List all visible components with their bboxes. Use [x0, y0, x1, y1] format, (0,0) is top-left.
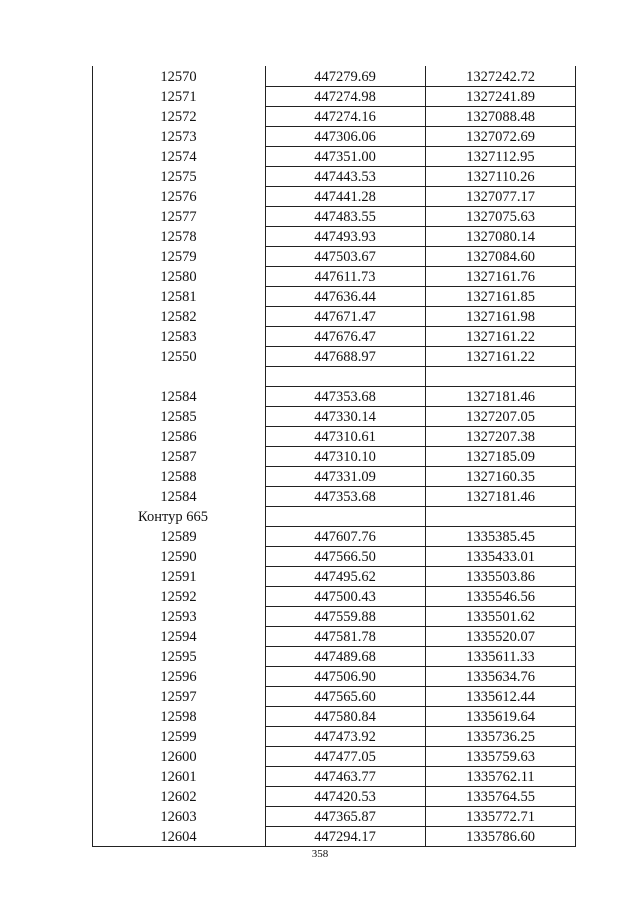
x-coordinate-cell: 447495.62: [314, 569, 376, 585]
y-coordinate-cell: 1335385.45: [466, 529, 535, 545]
point-number-cell: 12581: [160, 289, 197, 305]
y-coordinate-cell: 1327161.85: [466, 289, 535, 305]
table-row: [92, 746, 576, 766]
table-row: [92, 606, 576, 626]
point-number-cell: 12571: [160, 89, 197, 105]
table-row: [92, 386, 576, 406]
x-coordinate-cell: 447294.17: [314, 829, 376, 845]
y-coordinate-cell: 1327088.48: [466, 109, 535, 125]
x-coordinate-cell: 447306.06: [314, 129, 376, 145]
x-coordinate-cell: 447420.53: [314, 789, 376, 805]
y-coordinate-cell: 1327110.26: [466, 169, 535, 185]
y-coordinate-cell: 1327207.38: [466, 429, 535, 445]
table-row: [92, 546, 576, 566]
x-coordinate-cell: 447671.47: [314, 309, 376, 325]
contour-heading-row: [92, 506, 576, 526]
point-number-cell: 12587: [160, 449, 197, 465]
y-coordinate-cell: 1327161.98: [466, 309, 535, 325]
point-number-cell: 12583: [160, 329, 197, 345]
point-number-cell: 12603: [160, 809, 197, 825]
point-number-cell: 12550: [160, 349, 197, 365]
y-coordinate-cell: 1335762.11: [466, 769, 535, 785]
x-coordinate-cell: 447581.78: [314, 629, 376, 645]
x-coordinate-cell: 447477.05: [314, 749, 376, 765]
point-number-cell: 12586: [160, 429, 197, 445]
table-row: [92, 426, 576, 446]
table-row: [92, 806, 576, 826]
x-coordinate-cell: 447483.55: [314, 209, 376, 225]
point-number-cell: Контур 665: [138, 509, 208, 525]
x-coordinate-cell: 447500.43: [314, 589, 376, 605]
y-coordinate-cell: 1327161.76: [466, 269, 535, 285]
table-row: [92, 706, 576, 726]
y-coordinate-cell: 1335764.55: [466, 789, 535, 805]
point-number-cell: 12582: [160, 309, 197, 325]
x-coordinate-cell: 447331.09: [314, 469, 376, 485]
table-row: [92, 666, 576, 686]
table-row: [92, 226, 576, 246]
y-coordinate-cell: 1327181.46: [466, 389, 535, 405]
y-coordinate-cell: 1327242.72: [466, 69, 535, 85]
x-coordinate-cell: 447443.53: [314, 169, 376, 185]
x-coordinate-cell: 447463.77: [314, 769, 376, 785]
x-coordinate-cell: 447493.93: [314, 229, 376, 245]
x-coordinate-cell: 447688.97: [314, 349, 376, 365]
x-coordinate-cell: 447503.67: [314, 249, 376, 265]
x-coordinate-cell: 447676.47: [314, 329, 376, 345]
table-row: [92, 106, 576, 126]
point-number-cell: 12576: [160, 189, 197, 205]
y-coordinate-cell: 1335546.56: [466, 589, 535, 605]
point-number-cell: 12590: [160, 549, 197, 565]
table-row: [92, 726, 576, 746]
row-rule: [92, 846, 576, 847]
y-coordinate-cell: 1327084.60: [466, 249, 535, 265]
x-coordinate-cell: 447611.73: [314, 269, 376, 285]
y-coordinate-cell: 1335619.64: [466, 709, 535, 725]
y-coordinate-cell: 1335612.44: [466, 689, 535, 705]
x-coordinate-cell: [265, 366, 425, 386]
point-number-cell: 12596: [160, 669, 197, 685]
table-row: [92, 826, 576, 846]
point-number-cell: 12598: [160, 709, 197, 725]
y-coordinate-cell: 1327077.17: [466, 189, 535, 205]
point-number-cell: 12595: [160, 649, 197, 665]
table-row: [92, 566, 576, 586]
x-coordinate-cell: 447607.76: [314, 529, 376, 545]
table-row: [92, 646, 576, 666]
table-row: [92, 286, 576, 306]
point-number-cell: 12601: [160, 769, 197, 785]
y-coordinate-cell: 1327181.46: [466, 489, 535, 505]
page-number: 358: [311, 848, 329, 860]
x-coordinate-cell: 447506.90: [314, 669, 376, 685]
x-coordinate-cell: 447274.98: [314, 89, 376, 105]
point-number-cell: 12588: [160, 469, 197, 485]
point-number-cell: [92, 366, 265, 386]
point-number-cell: 12589: [160, 529, 197, 545]
y-coordinate-cell: 1335501.62: [466, 609, 535, 625]
y-coordinate-cell: 1335433.01: [466, 549, 535, 565]
point-number-cell: 12585: [160, 409, 197, 425]
table-row: [92, 186, 576, 206]
y-coordinate-cell: 1335772.71: [466, 809, 535, 825]
x-coordinate-cell: 447330.14: [314, 409, 376, 425]
y-coordinate-cell: 1327185.09: [466, 449, 535, 465]
y-coordinate-cell: 1335759.63: [466, 749, 535, 765]
table-row: [92, 246, 576, 266]
x-coordinate-cell: 447274.16: [314, 109, 376, 125]
table-row: [92, 206, 576, 226]
y-coordinate-cell: 1335786.60: [466, 829, 535, 845]
table-row: [92, 266, 576, 286]
x-coordinate-cell: 447559.88: [314, 609, 376, 625]
table-row: [92, 766, 576, 786]
y-coordinate-cell: 1327112.95: [466, 149, 535, 165]
point-number-cell: 12580: [160, 269, 197, 285]
table-row: [92, 146, 576, 166]
table-row: [92, 786, 576, 806]
x-coordinate-cell: 447580.84: [314, 709, 376, 725]
table-row: [92, 306, 576, 326]
y-coordinate-cell: 1327075.63: [466, 209, 535, 225]
y-coordinate-cell: 1327080.14: [466, 229, 535, 245]
table-row: [92, 346, 576, 366]
table-row: [92, 466, 576, 486]
y-coordinate-cell: 1335520.07: [466, 629, 535, 645]
table-row: [92, 626, 576, 646]
y-coordinate-cell: [425, 506, 576, 526]
table-row: [92, 446, 576, 466]
y-coordinate-cell: 1335736.25: [466, 729, 535, 745]
point-number-cell: 12570: [160, 69, 197, 85]
x-coordinate-cell: 447353.68: [314, 389, 376, 405]
point-number-cell: 12573: [160, 129, 197, 145]
y-coordinate-cell: 1327207.05: [466, 409, 535, 425]
x-coordinate-cell: 447310.61: [314, 429, 376, 445]
x-coordinate-cell: [265, 506, 425, 526]
point-number-cell: 12591: [160, 569, 197, 585]
x-coordinate-cell: 447566.50: [314, 549, 376, 565]
table-row: [92, 526, 576, 546]
y-coordinate-cell: 1327161.22: [466, 349, 535, 365]
point-number-cell: 12575: [160, 169, 197, 185]
table-row: [92, 486, 576, 506]
point-number-cell: 12577: [160, 209, 197, 225]
table-row: [92, 166, 576, 186]
point-number-cell: 12572: [160, 109, 197, 125]
x-coordinate-cell: 447473.92: [314, 729, 376, 745]
y-coordinate-cell: 1327072.69: [466, 129, 535, 145]
point-number-cell: 12593: [160, 609, 197, 625]
y-coordinate-cell: 1327161.22: [466, 329, 535, 345]
table-row: [92, 586, 576, 606]
point-number-cell: 12599: [160, 729, 197, 745]
y-coordinate-cell: 1327241.89: [466, 89, 535, 105]
point-number-cell: 12602: [160, 789, 197, 805]
table-row: [92, 686, 576, 706]
point-number-cell: 12600: [160, 749, 197, 765]
y-coordinate-cell: 1335634.76: [466, 669, 535, 685]
table-row: [92, 126, 576, 146]
point-number-cell: 12604: [160, 829, 197, 845]
table-row: [92, 326, 576, 346]
x-coordinate-cell: 447489.68: [314, 649, 376, 665]
table-row: [92, 86, 576, 106]
point-number-cell: 12584: [160, 489, 197, 505]
x-coordinate-cell: 447636.44: [314, 289, 376, 305]
x-coordinate-cell: 447441.28: [314, 189, 376, 205]
y-coordinate-cell: 1327160.35: [466, 469, 535, 485]
y-coordinate-cell: 1335611.33: [466, 649, 535, 665]
y-coordinate-cell: 1335503.86: [466, 569, 535, 585]
coordinates-table: [92, 66, 576, 846]
x-coordinate-cell: 447310.10: [314, 449, 376, 465]
point-number-cell: 12579: [160, 249, 197, 265]
table-row: [92, 66, 576, 86]
x-coordinate-cell: 447353.68: [314, 489, 376, 505]
x-coordinate-cell: 447565.60: [314, 689, 376, 705]
point-number-cell: 12574: [160, 149, 197, 165]
x-coordinate-cell: 447351.00: [314, 149, 376, 165]
point-number-cell: 12592: [160, 589, 197, 605]
table-row: [92, 366, 576, 386]
x-coordinate-cell: 447365.87: [314, 809, 376, 825]
point-number-cell: 12597: [160, 689, 197, 705]
point-number-cell: 12584: [160, 389, 197, 405]
table-row: [92, 406, 576, 426]
y-coordinate-cell: [425, 366, 576, 386]
point-number-cell: 12578: [160, 229, 197, 245]
x-coordinate-cell: 447279.69: [314, 69, 376, 85]
point-number-cell: 12594: [160, 629, 197, 645]
